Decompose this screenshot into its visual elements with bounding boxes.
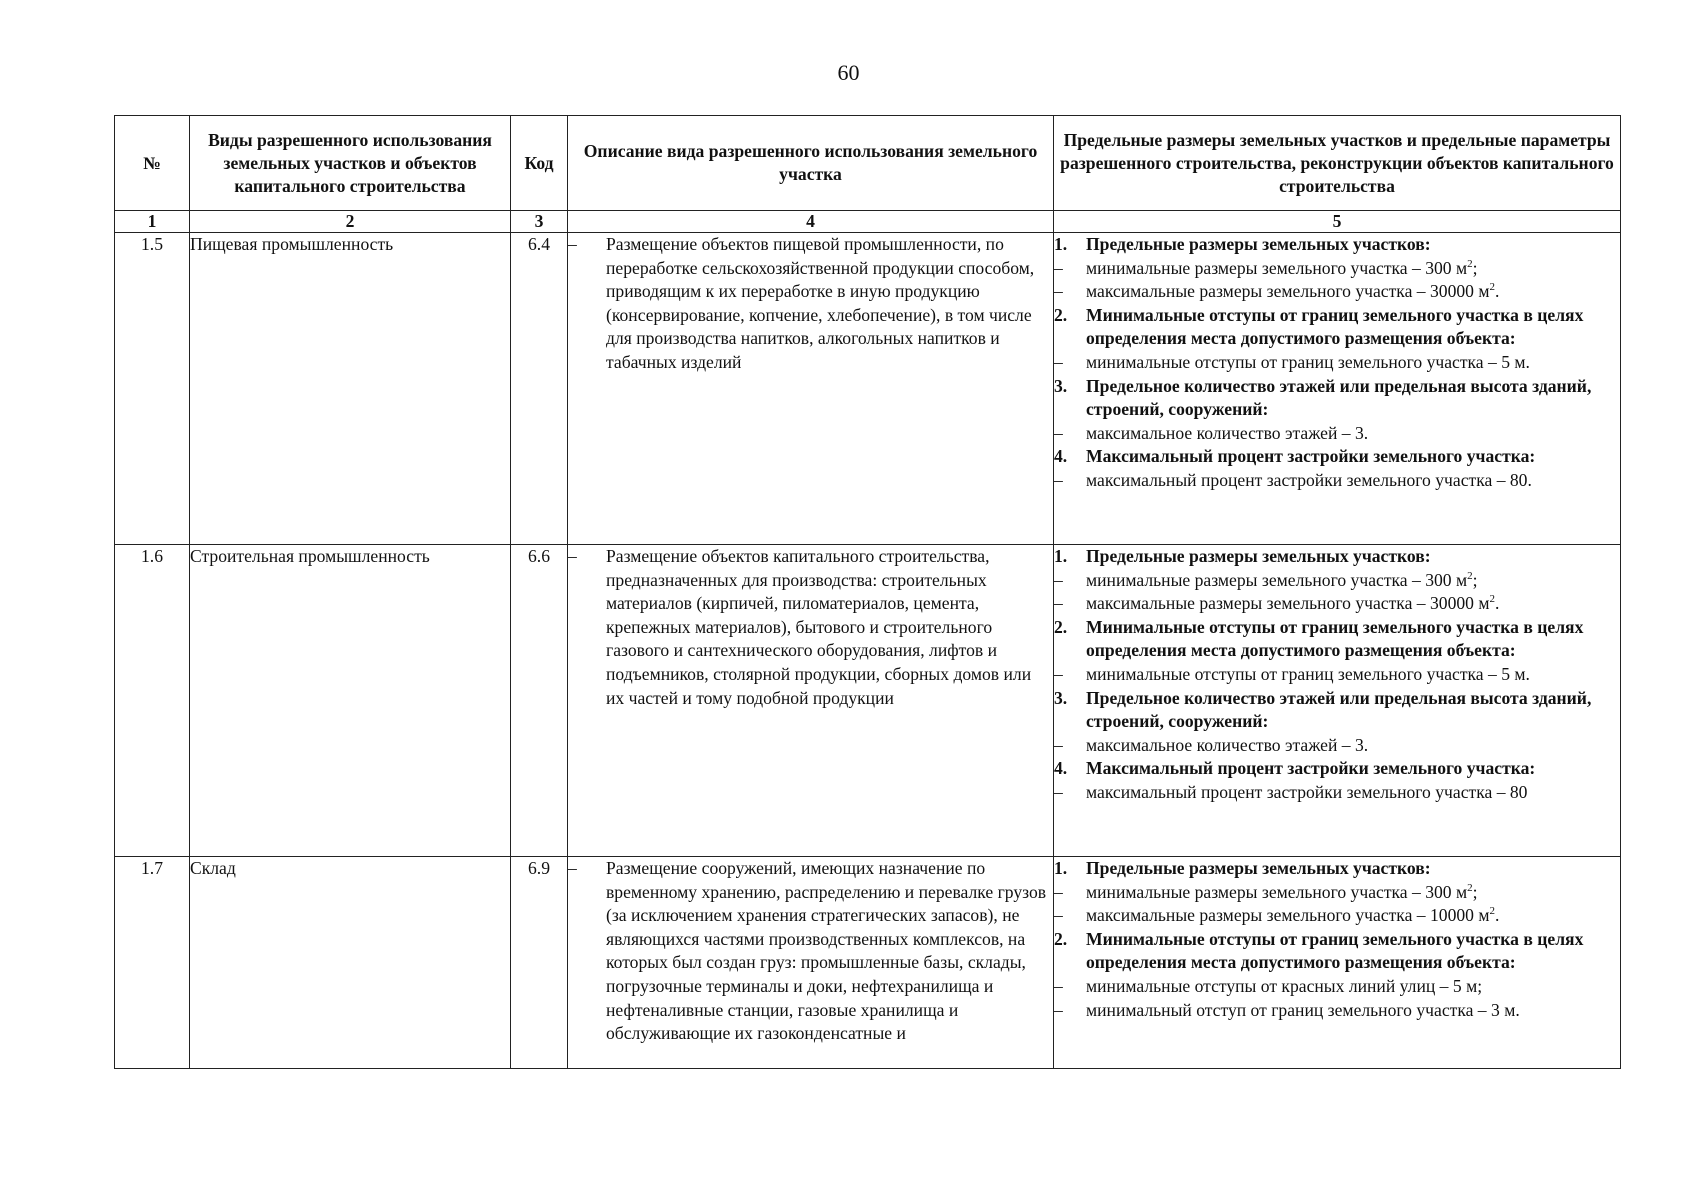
parameter-heading	[1054, 545, 1620, 569]
parameters-list	[1054, 233, 1620, 493]
parameter-text-main: минимальные размеры земельного участка – 300 м	[1086, 257, 1468, 278]
parameter-item	[1054, 881, 1620, 905]
parameter-text-main: Максимальный процент застройки земельного участка:	[1086, 446, 1536, 467]
column-number: 5	[1054, 211, 1621, 233]
parameter-item	[1054, 422, 1620, 446]
bullet-dash: –	[568, 546, 577, 566]
bullet-dash: –	[1054, 257, 1063, 278]
description-text: Размещение объектов пищевой промышленности, по переработке сельскохозяйственной продукции способом, приводящим к их переработке в иную продукцию (консервирование, копчение, хлебопечение), в том числе для производства напитков, алкогольных напитков и табачных изделий	[606, 234, 1035, 372]
parameter-item	[1054, 975, 1620, 999]
usage-description	[568, 857, 1053, 1046]
parameter-text	[1086, 975, 1620, 999]
parameter-text-tail: ;	[1472, 569, 1478, 590]
bullet-dash: –	[568, 234, 577, 254]
parameter-text	[1086, 280, 1620, 304]
unit-superscript: 2	[1489, 593, 1495, 606]
usage-description-cell	[568, 545, 1054, 857]
header-number: №	[115, 116, 190, 211]
usage-code: 6.9	[511, 857, 568, 1069]
parameter-text	[1086, 616, 1620, 663]
table-row	[115, 233, 1621, 545]
item-number: 1.	[1054, 858, 1068, 878]
parameter-text-main: Предельные размеры земельных участков:	[1086, 546, 1431, 566]
parameter-text	[1086, 304, 1620, 351]
parameter-text-main: максимальный процент застройки земельного участка – 80	[1086, 781, 1528, 802]
column-number: 4	[568, 211, 1054, 233]
parameter-text	[1086, 469, 1620, 493]
column-number-row	[115, 211, 1621, 233]
page-number: 60	[837, 60, 860, 85]
parameter-item	[1054, 351, 1620, 375]
column-number: 2	[190, 211, 511, 233]
bullet-dash: –	[1054, 422, 1063, 443]
parameter-text	[1086, 734, 1620, 758]
item-number: 1.	[1054, 234, 1068, 254]
parameter-heading	[1054, 687, 1620, 734]
parameter-heading	[1054, 375, 1620, 422]
parameter-heading	[1054, 233, 1620, 257]
parameter-text-main: минимальные отступы от красных линий улиц – 5 м;	[1086, 975, 1483, 996]
parameter-heading	[1054, 757, 1620, 781]
parameter-text-main: Предельное количество этажей или предельная высота зданий, строений, сооружений:	[1086, 687, 1592, 732]
bullet-dash: –	[1054, 469, 1063, 490]
parameter-text-main: максимальный процент застройки земельного участка – 80.	[1086, 469, 1532, 490]
parameter-text-main: Минимальные отступы от границ земельного участка в целях определения места допустимого размещения объекта:	[1086, 304, 1584, 349]
parameter-item	[1054, 592, 1620, 616]
parameter-item	[1054, 904, 1620, 928]
parameter-text-main: максимальные размеры земельного участка – 30000 м	[1086, 593, 1490, 614]
bullet-dash: –	[1054, 351, 1063, 372]
parameter-text-tail: .	[1495, 905, 1500, 926]
item-number: 1.	[1054, 546, 1068, 566]
usage-code: 6.4	[511, 233, 568, 545]
header-code: Код	[511, 116, 568, 211]
parameter-item	[1054, 257, 1620, 281]
parameter-text	[1086, 592, 1620, 616]
parameter-text	[1086, 233, 1620, 257]
parameter-heading	[1054, 304, 1620, 351]
parameter-text	[1086, 999, 1620, 1023]
unit-superscript: 2	[1489, 281, 1495, 294]
bullet-dash: –	[1054, 569, 1063, 590]
parameter-text-main: Максимальный процент застройки земельного участка:	[1086, 758, 1536, 779]
unit-superscript: 2	[1467, 881, 1473, 894]
unit-superscript: 2	[1489, 905, 1495, 918]
parameter-text-main: Минимальные отступы от границ земельного участка в целях определения места допустимого размещения объекта:	[1086, 928, 1584, 973]
bullet-dash: –	[1054, 593, 1063, 614]
parameter-text-main: максимальное количество этажей – 3.	[1086, 734, 1369, 755]
parameter-item	[1054, 999, 1620, 1023]
parameter-text-main: минимальные отступы от границ земельного участка – 5 м.	[1086, 351, 1530, 372]
header-parameters: Предельные размеры земельных участков и предельные параметры разрешенного строительства, реконструкции объектов капитального строительства	[1054, 116, 1621, 211]
usage-code: 6.6	[511, 545, 568, 857]
row-number: 1.6	[115, 545, 190, 857]
parameter-text-main: минимальные размеры земельного участка – 300 м	[1086, 881, 1468, 902]
bullet-dash: –	[1054, 999, 1063, 1020]
parameter-heading	[1054, 616, 1620, 663]
item-number: 3.	[1054, 375, 1068, 396]
description-text: Размещение сооружений, имеющих назначение по временному хранению, распределению и перевалке грузов (за исключением хранения стратегических запасов), не являющихся частями производственных комплексов, на которых был создан груз: промышленные базы, склады, погрузочные терминалы и доки, нефтехранилища и нефтеналивные станции, газовые хранилища и обслуживающие их газоконденсатные и	[606, 858, 1047, 1044]
usage-type-name: Пищевая промышленность	[190, 233, 511, 545]
parameter-text-tail: ;	[1472, 881, 1478, 902]
row-number: 1.7	[115, 857, 190, 1069]
parameter-text	[1086, 351, 1620, 375]
parameter-text-main: минимальные размеры земельного участка – 300 м	[1086, 569, 1468, 590]
item-number: 2.	[1054, 928, 1068, 949]
parameter-text	[1086, 904, 1620, 928]
usage-type-name: Склад	[190, 857, 511, 1069]
parameter-item	[1054, 569, 1620, 593]
parameter-heading	[1054, 928, 1620, 975]
parameter-text	[1086, 375, 1620, 422]
usage-description-cell	[568, 233, 1054, 545]
bullet-dash: –	[1054, 905, 1063, 926]
parameter-text-main: минимальный отступ от границ земельного участка – 3 м.	[1086, 999, 1520, 1020]
parameter-text-main: Предельные размеры земельных участков:	[1086, 234, 1431, 254]
parameter-text-main: максимальные размеры земельного участка – 30000 м	[1086, 281, 1490, 302]
usage-description	[568, 233, 1053, 375]
unit-superscript: 2	[1467, 569, 1473, 582]
parameter-text-main: Минимальные отступы от границ земельного участка в целях определения места допустимого размещения объекта:	[1086, 616, 1584, 661]
header-description: Описание вида разрешенного использования земельного участка	[568, 116, 1054, 211]
bullet-dash: –	[1054, 663, 1063, 684]
usage-description	[568, 545, 1053, 710]
parameters-list	[1054, 857, 1620, 1022]
bullet-dash: –	[1054, 781, 1063, 802]
table-row	[115, 857, 1621, 1069]
parameter-item	[1054, 781, 1620, 805]
header-usage-type: Виды разрешенного использования земельных участков и объектов капитального строительства	[190, 116, 511, 211]
parameter-text-main: Предельное количество этажей или предельная высота зданий, строений, сооружений:	[1086, 375, 1592, 420]
parameter-item	[1054, 734, 1620, 758]
parameter-text	[1086, 881, 1620, 905]
table-body	[115, 233, 1621, 1069]
bullet-dash: –	[1054, 281, 1063, 302]
item-number: 2.	[1054, 304, 1068, 325]
usage-type-name: Строительная промышленность	[190, 545, 511, 857]
parameter-text	[1086, 857, 1620, 881]
bullet-dash: –	[1054, 734, 1063, 755]
item-number: 4.	[1054, 758, 1068, 779]
usage-description-cell	[568, 857, 1054, 1069]
parameters-list	[1054, 545, 1620, 805]
parameter-text-tail: .	[1495, 281, 1500, 302]
item-number: 2.	[1054, 616, 1068, 637]
parameters-cell	[1054, 857, 1621, 1069]
parameter-text	[1086, 445, 1620, 469]
parameter-text-main: минимальные отступы от границ земельного участка – 5 м.	[1086, 663, 1530, 684]
bullet-dash: –	[568, 858, 577, 878]
parameter-text	[1086, 569, 1620, 593]
parameters-cell	[1054, 545, 1621, 857]
item-number: 4.	[1054, 446, 1068, 467]
column-number: 1	[115, 211, 190, 233]
unit-superscript: 2	[1467, 257, 1473, 270]
parameter-item	[1054, 280, 1620, 304]
description-text: Размещение объектов капитального строительства, предназначенных для производства: строительных материалов (кирпичей, пиломатериалов, цемента, крепежных материалов), бытового и строительного газового и сантехнического оборудования, лифтов и подъемников, столярной продукции, сборных домов или их частей и тому подобной продукции	[606, 546, 1032, 708]
table-row	[115, 545, 1621, 857]
parameter-heading	[1054, 445, 1620, 469]
parameter-text	[1086, 928, 1620, 975]
bullet-dash: –	[1054, 881, 1063, 902]
parameter-heading	[1054, 857, 1620, 881]
parameter-text	[1086, 663, 1620, 687]
parameter-text	[1086, 687, 1620, 734]
parameter-text	[1086, 757, 1620, 781]
parameter-text	[1086, 257, 1620, 281]
item-number: 3.	[1054, 687, 1068, 708]
parameter-item	[1054, 663, 1620, 687]
parameter-text	[1086, 781, 1620, 805]
parameter-text-main: Предельные размеры земельных участков:	[1086, 858, 1431, 878]
bullet-dash: –	[1054, 975, 1063, 996]
parameter-text-tail: .	[1495, 593, 1500, 614]
parameter-text	[1086, 422, 1620, 446]
parameter-text	[1086, 545, 1620, 569]
parameter-text-main: максимальное количество этажей – 3.	[1086, 422, 1369, 443]
header-row	[115, 116, 1621, 211]
parameters-cell	[1054, 233, 1621, 545]
parameter-text-tail: ;	[1472, 257, 1478, 278]
regulations-table	[114, 115, 1621, 1069]
parameter-text-main: максимальные размеры земельного участка – 10000 м	[1086, 905, 1490, 926]
parameter-item	[1054, 469, 1620, 493]
column-number: 3	[511, 211, 568, 233]
row-number: 1.5	[115, 233, 190, 545]
